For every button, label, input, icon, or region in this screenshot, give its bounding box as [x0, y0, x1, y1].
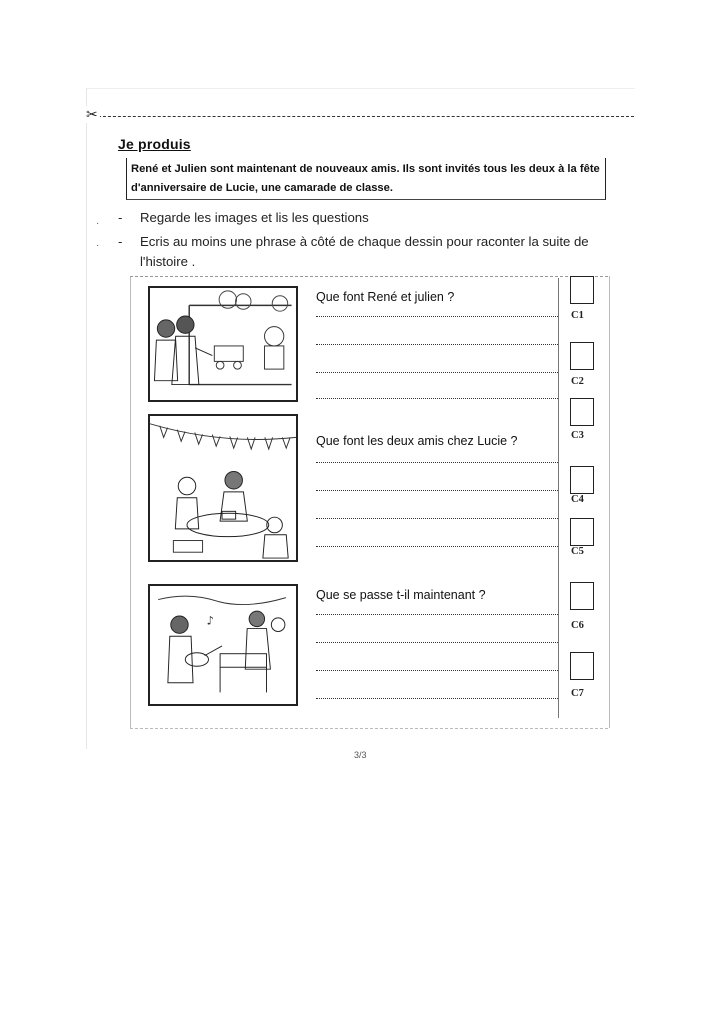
page-number: 3/3: [354, 750, 367, 760]
criterion-label: C5: [571, 546, 584, 557]
answer-line[interactable]: [316, 642, 558, 643]
answer-line[interactable]: [316, 316, 558, 317]
svg-text:♪: ♪: [206, 613, 214, 628]
answer-line[interactable]: [316, 462, 558, 463]
score-box-c7[interactable]: [570, 652, 594, 680]
music-party-drawing: [150, 586, 296, 704]
instruction-continuation: l'histoire .: [140, 254, 196, 269]
frame-bottom-border: [130, 728, 608, 729]
intro-line-1: René et Julien sont maintenant de nouveaux amis. Ils sont invités tous les deux à la fête: [131, 163, 600, 175]
answer-line[interactable]: [316, 344, 558, 345]
criterion-label: C7: [571, 688, 584, 699]
answer-line[interactable]: [316, 398, 558, 399]
score-box-c1[interactable]: [570, 276, 594, 304]
instruction-dash: -: [118, 234, 123, 249]
criterion-label: C4: [571, 494, 584, 505]
answer-line[interactable]: [316, 546, 558, 547]
intro-line-2: d'anniversaire de Lucie, une camarade de classe.: [131, 182, 393, 194]
answer-line[interactable]: [316, 372, 558, 373]
bullet-dot: ·: [96, 218, 100, 229]
frame-top-border: [130, 276, 608, 277]
instruction-text: Regarde les images et lis les questions: [140, 210, 369, 225]
section-title: Je produis: [118, 136, 191, 152]
birthday-party-drawing: [150, 416, 296, 560]
intro-box: [126, 158, 606, 200]
scissors-icon: ✂: [86, 106, 98, 122]
answer-line[interactable]: [316, 490, 558, 491]
instruction-2: [118, 232, 608, 272]
answer-line[interactable]: [316, 698, 558, 699]
answer-line[interactable]: [316, 670, 558, 671]
toy-shop-drawing: [150, 288, 296, 400]
instruction-text: Ecris au moins une phrase à côté de chaque dessin pour raconter la suite de: [140, 234, 589, 249]
answer-line[interactable]: [316, 614, 558, 615]
instruction-1: [118, 210, 369, 225]
answer-line[interactable]: [316, 518, 558, 519]
picture-birthday-party: [148, 414, 298, 562]
question-3: Que se passe t-il maintenant ?: [316, 588, 486, 602]
score-box-c3[interactable]: [570, 398, 594, 426]
criterion-label: C3: [571, 430, 584, 441]
instruction-dash: -: [118, 210, 123, 225]
question-1: Que font René et julien ?: [316, 290, 455, 304]
score-box-c2[interactable]: [570, 342, 594, 370]
bullet-dot: ·: [96, 240, 100, 251]
criterion-label: C1: [571, 310, 584, 321]
score-column-separator: [558, 278, 559, 718]
score-box-c6[interactable]: [570, 582, 594, 610]
picture-toy-shop: [148, 286, 298, 402]
question-2: Que font les deux amis chez Lucie ?: [316, 434, 518, 448]
picture-music-party: [148, 584, 298, 706]
score-box-c5[interactable]: [570, 518, 594, 546]
cut-line: [88, 116, 634, 117]
criterion-label: C6: [571, 620, 584, 631]
criterion-label: C2: [571, 376, 584, 387]
score-box-c4[interactable]: [570, 466, 594, 494]
